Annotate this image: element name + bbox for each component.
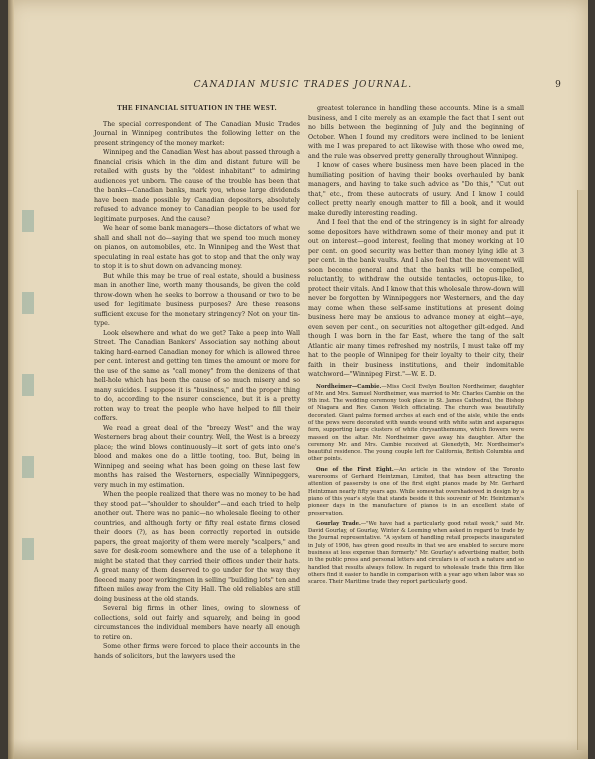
- paragraph: Look elsewhere and what do we get? Take a peep into Wall Street. The Canadian Bankers' Association say nothing about taking hard-earned Canadian money for which is allowed three per cent. interest and getting ten times the amount or more for the use of the same as "call money" from the denizens of that hell-hole which has been the cause of so much misery and so many suicides. I suppose it is "business," and the proper thing to do, according to the nsurer conscience, but it is a pretty rotten way to treat the people who have helped to fill their coffers.: [94, 329, 300, 422]
- paragraph: When the people realized that there was no money to be had they stood pat—"shoulder to shoulder"—and each tried to help another out. There was no panic—no wholesale fleeing to other countries, and although forty or fifty real estate firms closed their doors (?), as has been correctly reported in outside papers, the great majority of them were merely "scalpers," and save for desk-room somewhere and the use of a telephone it might be stated that they carried their offices under their hats. A great many of them deserved to go under for the way they fleeced many poor workingmen in selling "building lots" ten and fifteen miles away from the City Hall. The old reliables are still doing business at the old stands.: [94, 491, 300, 603]
- notice-nordheimer: [308, 384, 524, 464]
- paragraph: Winnipeg and the Canadian West has about passed through a financial crisis which in the dim and distant future will be retailed with gusts by the "oldest inhabitant" to admiring audiences yet unborn. The cause of the trouble has been that the banks—Canadian banks, mark you, whose large dividends have been made possible by Canadian depositors, absolutely refused to advance money to Canadian people to be used for legitimate purposes. And the cause?: [94, 149, 300, 223]
- paragraph: I know of cases where business men have been placed in the humiliating position of having their books overhauled by bank managers, and having to take such advice as "Do this," "Cut out that," etc., from these autocrats of usury. And I know I could collect pretty nearly enough matter to fill a book, and it would make duredly interesting reading.: [308, 162, 524, 217]
- notice-lead: Gourlay Trade.: [316, 520, 361, 527]
- paragraph: We read a great deal of the "breezy West" and the way Westerners brag about their country. Well, the West is a breezy place; the wind blows continuously—it sort of gets into one's blood and makes one do a little tooting, too. But, being in Winnipeg and seeing what has been going on these last few months has raised the Westerners, especially Winnipeggers, very much in my estimation.: [94, 424, 300, 489]
- magazine-page: [8, 0, 588, 759]
- notice-gourlay: [308, 521, 524, 587]
- paragraph: But while this may be true of real estate, should a business man in another line, worth many thousands, be given the cold throw-down when he seeks to borrow a thousand or two to be used for legitimate business purposes? Are these reasons sufficient excuse for the monetary stringency? Not on your tin-type.: [94, 272, 300, 327]
- left-column: [94, 104, 300, 661]
- right-column: [308, 104, 524, 590]
- binding-tape-marks: [22, 150, 34, 570]
- torn-left-edge: [8, 0, 14, 759]
- paragraph: And I feel that the end of the stringency is in sight for already some depositors have withdrawn some of their money and put it out on interest—good interest, feeling that money working at 10 per cent. on good security was better than money lying idle at 3 per cent. in the bank vaults. And I also feel that the movement will soon become general and that the banks will be compelled, reluctantly, to withdraw the outside tentacles, octopus-like, to protect their vitals. And I know that this wholesale throw-down will never be forgotten by Winnipeggers nor Westerners, and the day may come when these self-same institutions at present doing business here may be anxious to advance money at eight—aye, even seven per cent., on securities not altogether gilt-edged. And though I was born in the far East, where the tang of the salt Atlantic air many times refreshed my nostrils, I must take off my hat to the people of Winnipeg for their loyalty to their city, their faith in their business institutions, and their indomitable watchword—"Winnipeg First."—W. E. D.: [308, 219, 524, 378]
- trade-notices: [308, 384, 524, 587]
- running-title: CANADIAN MUSIC TRADES JOURNAL.: [193, 80, 413, 90]
- page-edge-tab: [577, 190, 588, 750]
- notice-text: —"We have had a particularly good retail week," said Mr. David Gourlay, of Gourlay, Winter & Leeming when asked in regard to trade by the Journal representative. "A system of handling retail prospects inaugurated in July of 1906, has given good results in that we are enabled to secure more business at less expense than formerly." Mr. Gourlay's advertising matter, both in the public press and personal letters and circulars is of such a nature and so handled that results always follow. In regard to wholesale trade this firm like others find it easier to handle in comparison with a year ago when labor was so scarce. Their Maritime trade they report particularly good.: [308, 520, 525, 586]
- notice-text: —Miss Cecil Evelyn Boulton Nordheimer, daughter of Mr. and Mrs. Samuel Nordheimer, was married to Mr. Charles Cambie on the 9th inst. The wedding ceremony took place in St. James Cathedral, the Bishop of Niagara and Rev. Canon Welch officiating. The church was beautifully decorated. Giant palms formed arches at each end of the aisle, while the ends of the pews were decorated with wands wound with white satin and asparagus fern, supporting large clusters of white chrysanthemums, which flowers were massed on the altar. Mr. Nordheimer gave away his daughter. After the ceremony Mr. and Mrs. Cambie received at Glenedyth, Mr. Nordheimer's beautiful residence. The young couple left for California, British Columbia and other points.: [308, 383, 524, 463]
- notice-lead: One of the First Eight.: [316, 466, 394, 473]
- page-number: 9: [555, 80, 562, 90]
- page-bottom-shadow: [8, 739, 588, 759]
- paragraph: Some other firms were forced to place their accounts in the hands of solicitors, but the lawyers used the: [94, 643, 300, 660]
- paragraph: We hear of some bank managers—those dictators of what we shall and shall not do—saying that we spend too much money on pianos, on automobiles, etc. In Winnipeg and the West that speculating in real estate has got to stop and that the only way to stop it is to shut down on advancing money.: [94, 225, 300, 270]
- notice-text: —An article in the window of the Toronto warerooms of Gerhard Heintzman, Limited, that has been attracting the attention of passersby is one of the first eight pianos made by Mr. Gerhard Heintzman nearly fifty years ago. While somewhat overshadowed in design by a piano of this year's style that stands beside it this souvenir of Mr. Heintzman's pioneer days in the manufacture of pianos is in an excellent state of preservation.: [308, 466, 524, 517]
- article-heading: THE FINANCIAL SITUATION IN THE WEST.: [117, 104, 277, 112]
- paragraph: The special correspondent of The Canadian Music Trades Journal in Winnipeg contributes the following letter on the present stringency of the money market:: [94, 120, 300, 147]
- notice-first-eight: [308, 467, 524, 518]
- paragraph: Several big firms in other lines, owing to slowness of collections, sold out fairly and squarely, and being in good circumstances the individual members have nearly all enough to retire on.: [94, 605, 300, 641]
- paragraph: greatest tolerance in handling these accounts. Mine is a small business, and I cite merely as an example the fact that I sent out no bills between the beginning of July and the beginning of October. When I found my creditors were inclined to be lenient with me I was prepared to act likewise with those who owed me, and the rule was observed pretty generally throughout Winnipeg.: [308, 105, 524, 160]
- page-header: [38, 80, 568, 94]
- notice-lead: Nordheimer—Cambie.: [316, 383, 382, 390]
